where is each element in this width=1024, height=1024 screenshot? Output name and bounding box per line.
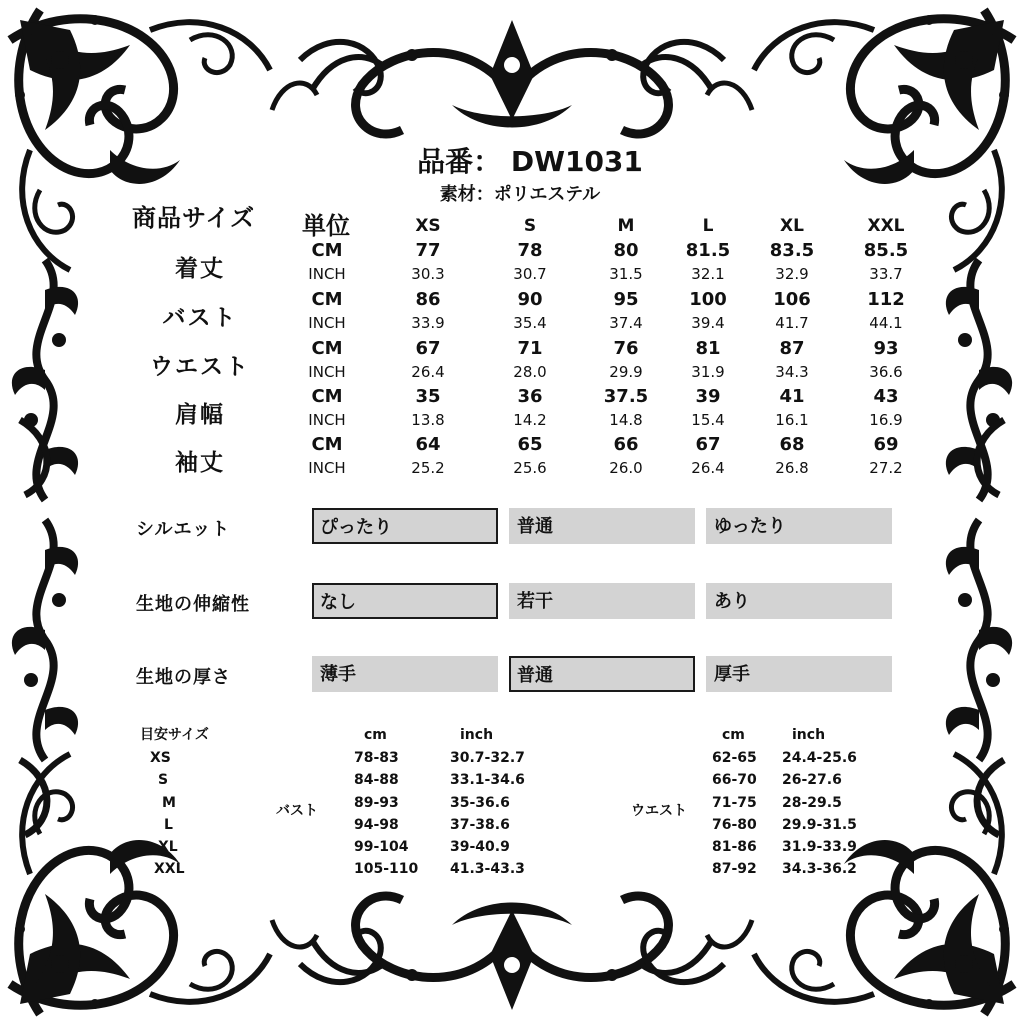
measurement-label: 着丈 [175, 256, 225, 282]
cm-value: 67 [415, 338, 441, 359]
inch-value: 26.8 [775, 459, 809, 477]
inch-value: 31.5 [609, 265, 643, 283]
unit-inch-label: INCH [308, 314, 346, 332]
guide-waist-label: ウエスト [631, 803, 687, 819]
cm-value: 37.5 [603, 386, 649, 407]
guide-waist-cm-value: 81-86 [712, 839, 757, 855]
option-box: 薄手 [312, 656, 498, 692]
cm-value: 67 [695, 434, 721, 455]
inch-value: 36.6 [869, 363, 903, 381]
attribute-label: 生地の厚さ [136, 667, 231, 688]
unit-inch-label: INCH [308, 265, 346, 283]
guide-waist-inch-value: 34.3-36.2 [782, 861, 857, 877]
cm-value: 41 [779, 386, 805, 407]
cm-value: 68 [779, 434, 805, 455]
cm-value: 80 [613, 240, 639, 261]
guide-bust-cm-value: 84-88 [354, 772, 399, 788]
size-table-heading: 商品サイズ [132, 204, 256, 232]
cm-value: 36 [517, 386, 543, 407]
inch-value: 25.2 [411, 459, 445, 477]
inch-value: 14.2 [513, 411, 547, 429]
inch-value: 25.6 [513, 459, 547, 477]
cm-value: 35 [415, 386, 441, 407]
guide-size-label: XXL [154, 861, 185, 877]
cm-value: 64 [415, 434, 441, 455]
guide-waist-inch-value: 31.9-33.9 [782, 839, 857, 855]
cm-value: 81 [695, 338, 721, 359]
unit-inch-label: INCH [308, 363, 346, 381]
guide-size-label: L [164, 817, 173, 833]
option-box: あり [706, 583, 892, 619]
guide-bust-inch-value: 39-40.9 [450, 839, 510, 855]
option-box: 普通 [509, 508, 695, 544]
guide-waist-inch-value: 29.9-31.5 [782, 817, 857, 833]
measurement-label: ウエスト [150, 354, 250, 380]
guide-size-label: XL [158, 839, 178, 855]
option-box-selected: なし [312, 583, 498, 619]
inch-value: 33.7 [869, 265, 903, 283]
inch-value: 35.4 [513, 314, 547, 332]
inch-value: 28.0 [513, 363, 547, 381]
guide-size-label: XS [150, 750, 171, 766]
product-number: 品番： DW1031 [417, 145, 643, 178]
attribute-label: シルエット [136, 519, 231, 540]
option-box: 厚手 [706, 656, 892, 692]
guide-bust-cm-value: 94-98 [354, 817, 399, 833]
inch-value: 15.4 [691, 411, 725, 429]
guide-bust-inch-value: 30.7-32.7 [450, 750, 525, 766]
inch-value: 31.9 [691, 363, 725, 381]
guide-waist-inch-value: 28-29.5 [782, 795, 842, 811]
unit-cm-label: CM [311, 386, 343, 407]
cm-value: 95 [613, 289, 639, 310]
cm-value: 43 [873, 386, 899, 407]
cm-value: 76 [613, 338, 639, 359]
guide-waist-cm-header: cm [722, 727, 745, 743]
guide-bust-cm-value: 89-93 [354, 795, 399, 811]
option-box: 若干 [509, 583, 695, 619]
measurement-label: 肩幅 [175, 402, 225, 428]
cm-value: 77 [415, 240, 441, 261]
cm-value: 81.5 [685, 240, 731, 261]
inch-value: 14.8 [609, 411, 643, 429]
inch-value: 26.4 [411, 363, 445, 381]
guide-waist-cm-value: 71-75 [712, 795, 757, 811]
inch-value: 33.9 [411, 314, 445, 332]
cm-value: 66 [613, 434, 639, 455]
inch-value: 39.4 [691, 314, 725, 332]
inch-value: 27.2 [869, 459, 903, 477]
unit-cm-label: CM [311, 240, 343, 261]
guide-waist-cm-value: 76-80 [712, 817, 757, 833]
size-column-header: M [617, 216, 635, 236]
option-box-selected: ぴったり [312, 508, 498, 544]
option-box: ゆったり [706, 508, 892, 544]
guide-bust-cm-value: 78-83 [354, 750, 399, 766]
guide-waist-cm-value: 66-70 [712, 772, 757, 788]
guide-bust-label: バスト [276, 803, 318, 819]
cm-value: 71 [517, 338, 543, 359]
inch-value: 29.9 [609, 363, 643, 381]
material-label: 素材：ポリエステル [439, 184, 601, 205]
cm-value: 93 [873, 338, 899, 359]
inch-value: 37.4 [609, 314, 643, 332]
guide-bust-inch-value: 41.3-43.3 [450, 861, 525, 877]
guide-bust-cm-header: cm [364, 727, 387, 743]
guide-waist-inch-header: inch [792, 727, 826, 743]
guide-size-label: M [162, 795, 176, 811]
cm-value: 90 [517, 289, 543, 310]
size-column-header: XS [415, 216, 441, 236]
inch-value: 41.7 [775, 314, 809, 332]
inch-value: 13.8 [411, 411, 445, 429]
cm-value: 85.5 [863, 240, 909, 261]
inch-value: 32.1 [691, 265, 725, 283]
guide-bust-cm-value: 99-104 [354, 839, 409, 855]
option-box-selected: 普通 [509, 656, 695, 692]
unit-cm-label: CM [311, 434, 343, 455]
guide-waist-cm-value: 87-92 [712, 861, 757, 877]
unit-inch-label: INCH [308, 411, 346, 429]
guide-waist-inch-value: 24.4-25.6 [782, 750, 857, 766]
inch-value: 44.1 [869, 314, 903, 332]
guide-bust-inch-value: 35-36.6 [450, 795, 510, 811]
cm-value: 65 [517, 434, 543, 455]
attribute-label: 生地の伸縮性 [136, 594, 250, 615]
size-column-header: S [523, 216, 537, 236]
cm-value: 86 [415, 289, 441, 310]
guide-bust-inch-value: 33.1-34.6 [450, 772, 525, 788]
cm-value: 83.5 [769, 240, 815, 261]
unit-heading: 単位 [302, 212, 350, 240]
measurement-label: 袖丈 [175, 450, 225, 476]
inch-value: 26.4 [691, 459, 725, 477]
cm-value: 87 [779, 338, 805, 359]
inch-value: 26.0 [609, 459, 643, 477]
unit-inch-label: INCH [308, 459, 346, 477]
cm-value: 100 [689, 289, 727, 310]
unit-cm-label: CM [311, 338, 343, 359]
unit-cm-label: CM [311, 289, 343, 310]
cm-value: 106 [773, 289, 811, 310]
guide-bust-inch-header: inch [460, 727, 494, 743]
inch-value: 30.7 [513, 265, 547, 283]
inch-value: 30.3 [411, 265, 445, 283]
size-column-header: XL [780, 216, 804, 236]
inch-value: 16.1 [775, 411, 809, 429]
inch-value: 32.9 [775, 265, 809, 283]
cm-value: 69 [873, 434, 899, 455]
cm-value: 78 [517, 240, 543, 261]
measurement-label: バスト [162, 305, 238, 331]
cm-value: 39 [695, 386, 721, 407]
guide-waist-inch-value: 26-27.6 [782, 772, 842, 788]
inch-value: 16.9 [869, 411, 903, 429]
guide-bust-cm-value: 105-110 [354, 861, 419, 877]
cm-value: 112 [867, 289, 905, 310]
inch-value: 34.3 [775, 363, 809, 381]
size-column-header: L [702, 216, 714, 236]
size-guide-title: 目安サイズ [140, 727, 209, 743]
size-column-header: XXL [867, 216, 905, 236]
guide-waist-cm-value: 62-65 [712, 750, 757, 766]
guide-bust-inch-value: 37-38.6 [450, 817, 510, 833]
guide-size-label: S [158, 772, 169, 788]
